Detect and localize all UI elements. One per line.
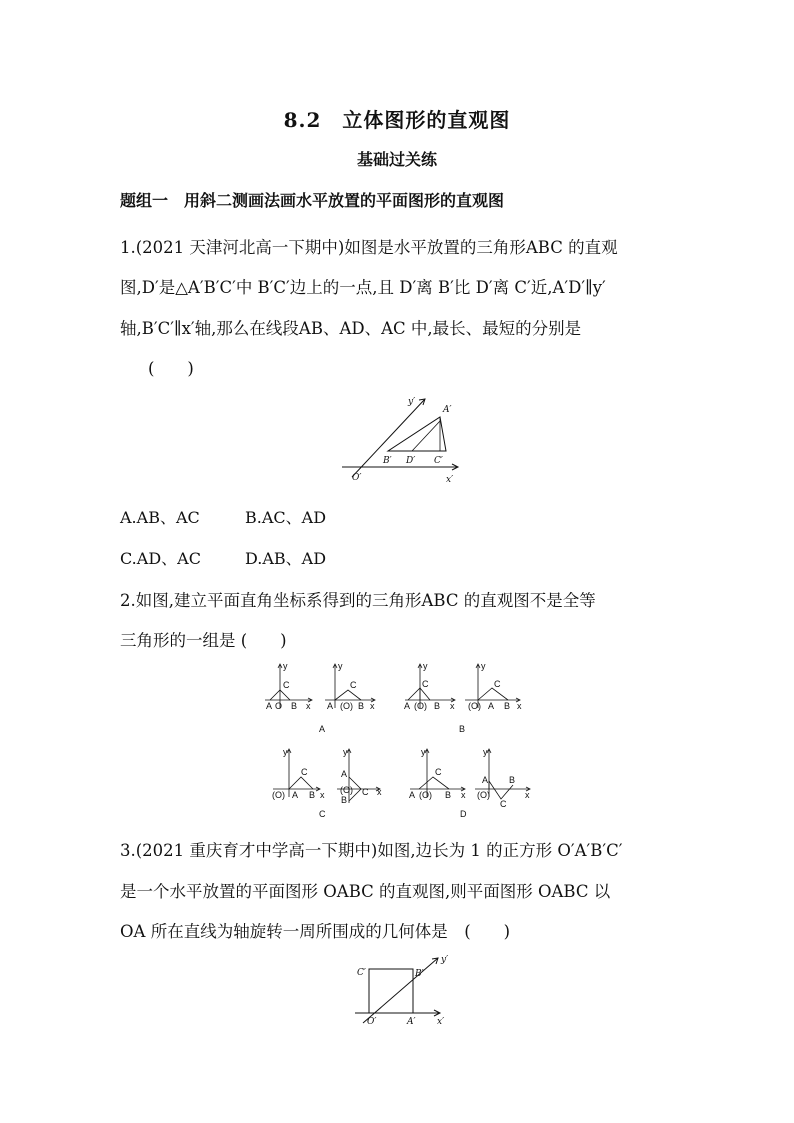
q2-figure-d [405,745,535,823]
svg-text:x: x [525,790,530,800]
q2-caption-d: D [460,809,467,819]
svg-text:C: C [283,680,290,690]
q2-figure-b [400,660,525,738]
svg-text:A: A [404,701,411,711]
svg-text:B: B [504,701,511,711]
svg-text:(O): (O) [477,790,490,800]
svg-text:(O): (O) [468,701,481,711]
q2-caption-a: A [319,724,326,734]
svg-text:x: x [320,790,325,800]
svg-text:A: A [488,701,495,711]
svg-text:y: y [421,747,426,757]
svg-text:y: y [481,661,486,671]
svg-text:C: C [500,799,507,809]
q1-answer-blank: ( ) [148,359,194,378]
svg-text:A: A [409,790,416,800]
svg-text:B: B [445,790,452,800]
q1-option-c[interactable]: C.AD、AC [120,549,201,568]
svg-text:A: A [482,775,489,785]
svg-text:(O): (O) [340,701,353,711]
q2-caption-c: C [319,809,326,819]
q1-figure [330,392,460,487]
q3-line-1: 3.(2021 重庆育才中学高一下期中)如图,边长为 1 的正方形 O′A′B′C′ [120,841,623,860]
svg-text:y: y [338,661,343,671]
q1-label-o: O′ [352,473,362,483]
question-group-heading: 题组一 用斜二测画法画水平放置的平面图形的直观图 [120,191,505,210]
q1-label-y: y′ [408,397,416,407]
svg-text:x: x [517,701,522,711]
svg-text:y: y [283,661,288,671]
q1-line-3: 轴,B′C′∥x′轴,那么在线段AB、AD、AC 中,最长、最短的分别是 [120,319,582,338]
svg-text:A: A [266,701,273,711]
svg-text:(O): (O) [414,701,427,711]
svg-text:x: x [306,701,311,711]
q2-figure-c [265,745,390,823]
q3-label-a: A′ [407,1017,416,1027]
q3-label-b: B′ [415,969,424,979]
svg-text:A: A [341,769,348,779]
svg-text:A: A [292,790,299,800]
svg-text:y: y [483,747,488,757]
svg-text:B: B [509,775,516,785]
q1-label-a: A′ [443,405,452,415]
q2-figure-a [260,660,385,738]
svg-text:(O): (O) [272,790,285,800]
q1-option-a[interactable]: A.AB、AC [120,508,200,527]
svg-text:A: A [327,701,334,711]
q1-label-d: D′ [406,456,416,466]
svg-text:B: B [309,790,316,800]
svg-text:x: x [377,787,382,797]
svg-text:(O): (O) [419,790,432,800]
q2-caption-b: B [459,724,466,734]
svg-text:C: C [362,787,369,797]
svg-text:x: x [461,790,466,800]
page-title: 8.2 立体图形的直观图 [283,108,511,132]
svg-text:C: C [422,679,429,689]
svg-text:C: C [435,767,442,777]
svg-text:y: y [423,661,428,671]
svg-text:C: C [494,679,501,689]
q1-option-b[interactable]: B.AC、AD [245,508,327,527]
svg-text:O: O [275,701,283,711]
q1-line-2: 图,D′是△A′B′C′中 B′C′边上的一点,且 D′离 B′比 D′离 C′近,A′D′∥y′ [120,278,606,297]
svg-text:B: B [358,701,365,711]
svg-text:y: y [343,747,348,757]
q3-figure [345,952,455,1032]
q3-label-x: x′ [437,1017,445,1027]
svg-text:(O): (O) [340,785,353,795]
q3-label-y: y′ [441,955,449,965]
section-subtitle: 基础过关练 [356,150,437,169]
q1-line-1: 1.(2021 天津河北高一下期中)如图是水平放置的三角形ABC 的直观 [120,238,618,257]
q1-label-x: x′ [446,475,454,485]
q3-label-c: C′ [357,968,366,978]
q3-line-3: OA 所在直线为轴旋转一周所围成的几何体是 ( ) [120,922,511,941]
svg-text:y: y [283,747,288,757]
svg-text:C: C [301,767,308,777]
q3-line-2: 是一个水平放置的平面图形 OABC 的直观图,则平面图形 OABC 以 [120,882,611,901]
svg-text:B: B [341,795,348,805]
svg-text:C: C [350,680,357,690]
q2-line-1: 2.如图,建立平面直角坐标系得到的三角形ABC 的直观图不是全等 [120,591,596,610]
q1-label-c: C′ [434,456,443,466]
q2-line-2: 三角形的一组是 ( ) [120,631,287,650]
svg-text:x: x [450,701,455,711]
q1-option-d[interactable]: D.AB、AD [245,549,327,568]
svg-text:x: x [370,701,375,711]
q3-label-o: O′ [367,1017,377,1027]
svg-text:B: B [434,701,441,711]
svg-text:B: B [291,701,298,711]
q1-label-b: B′ [383,456,392,466]
